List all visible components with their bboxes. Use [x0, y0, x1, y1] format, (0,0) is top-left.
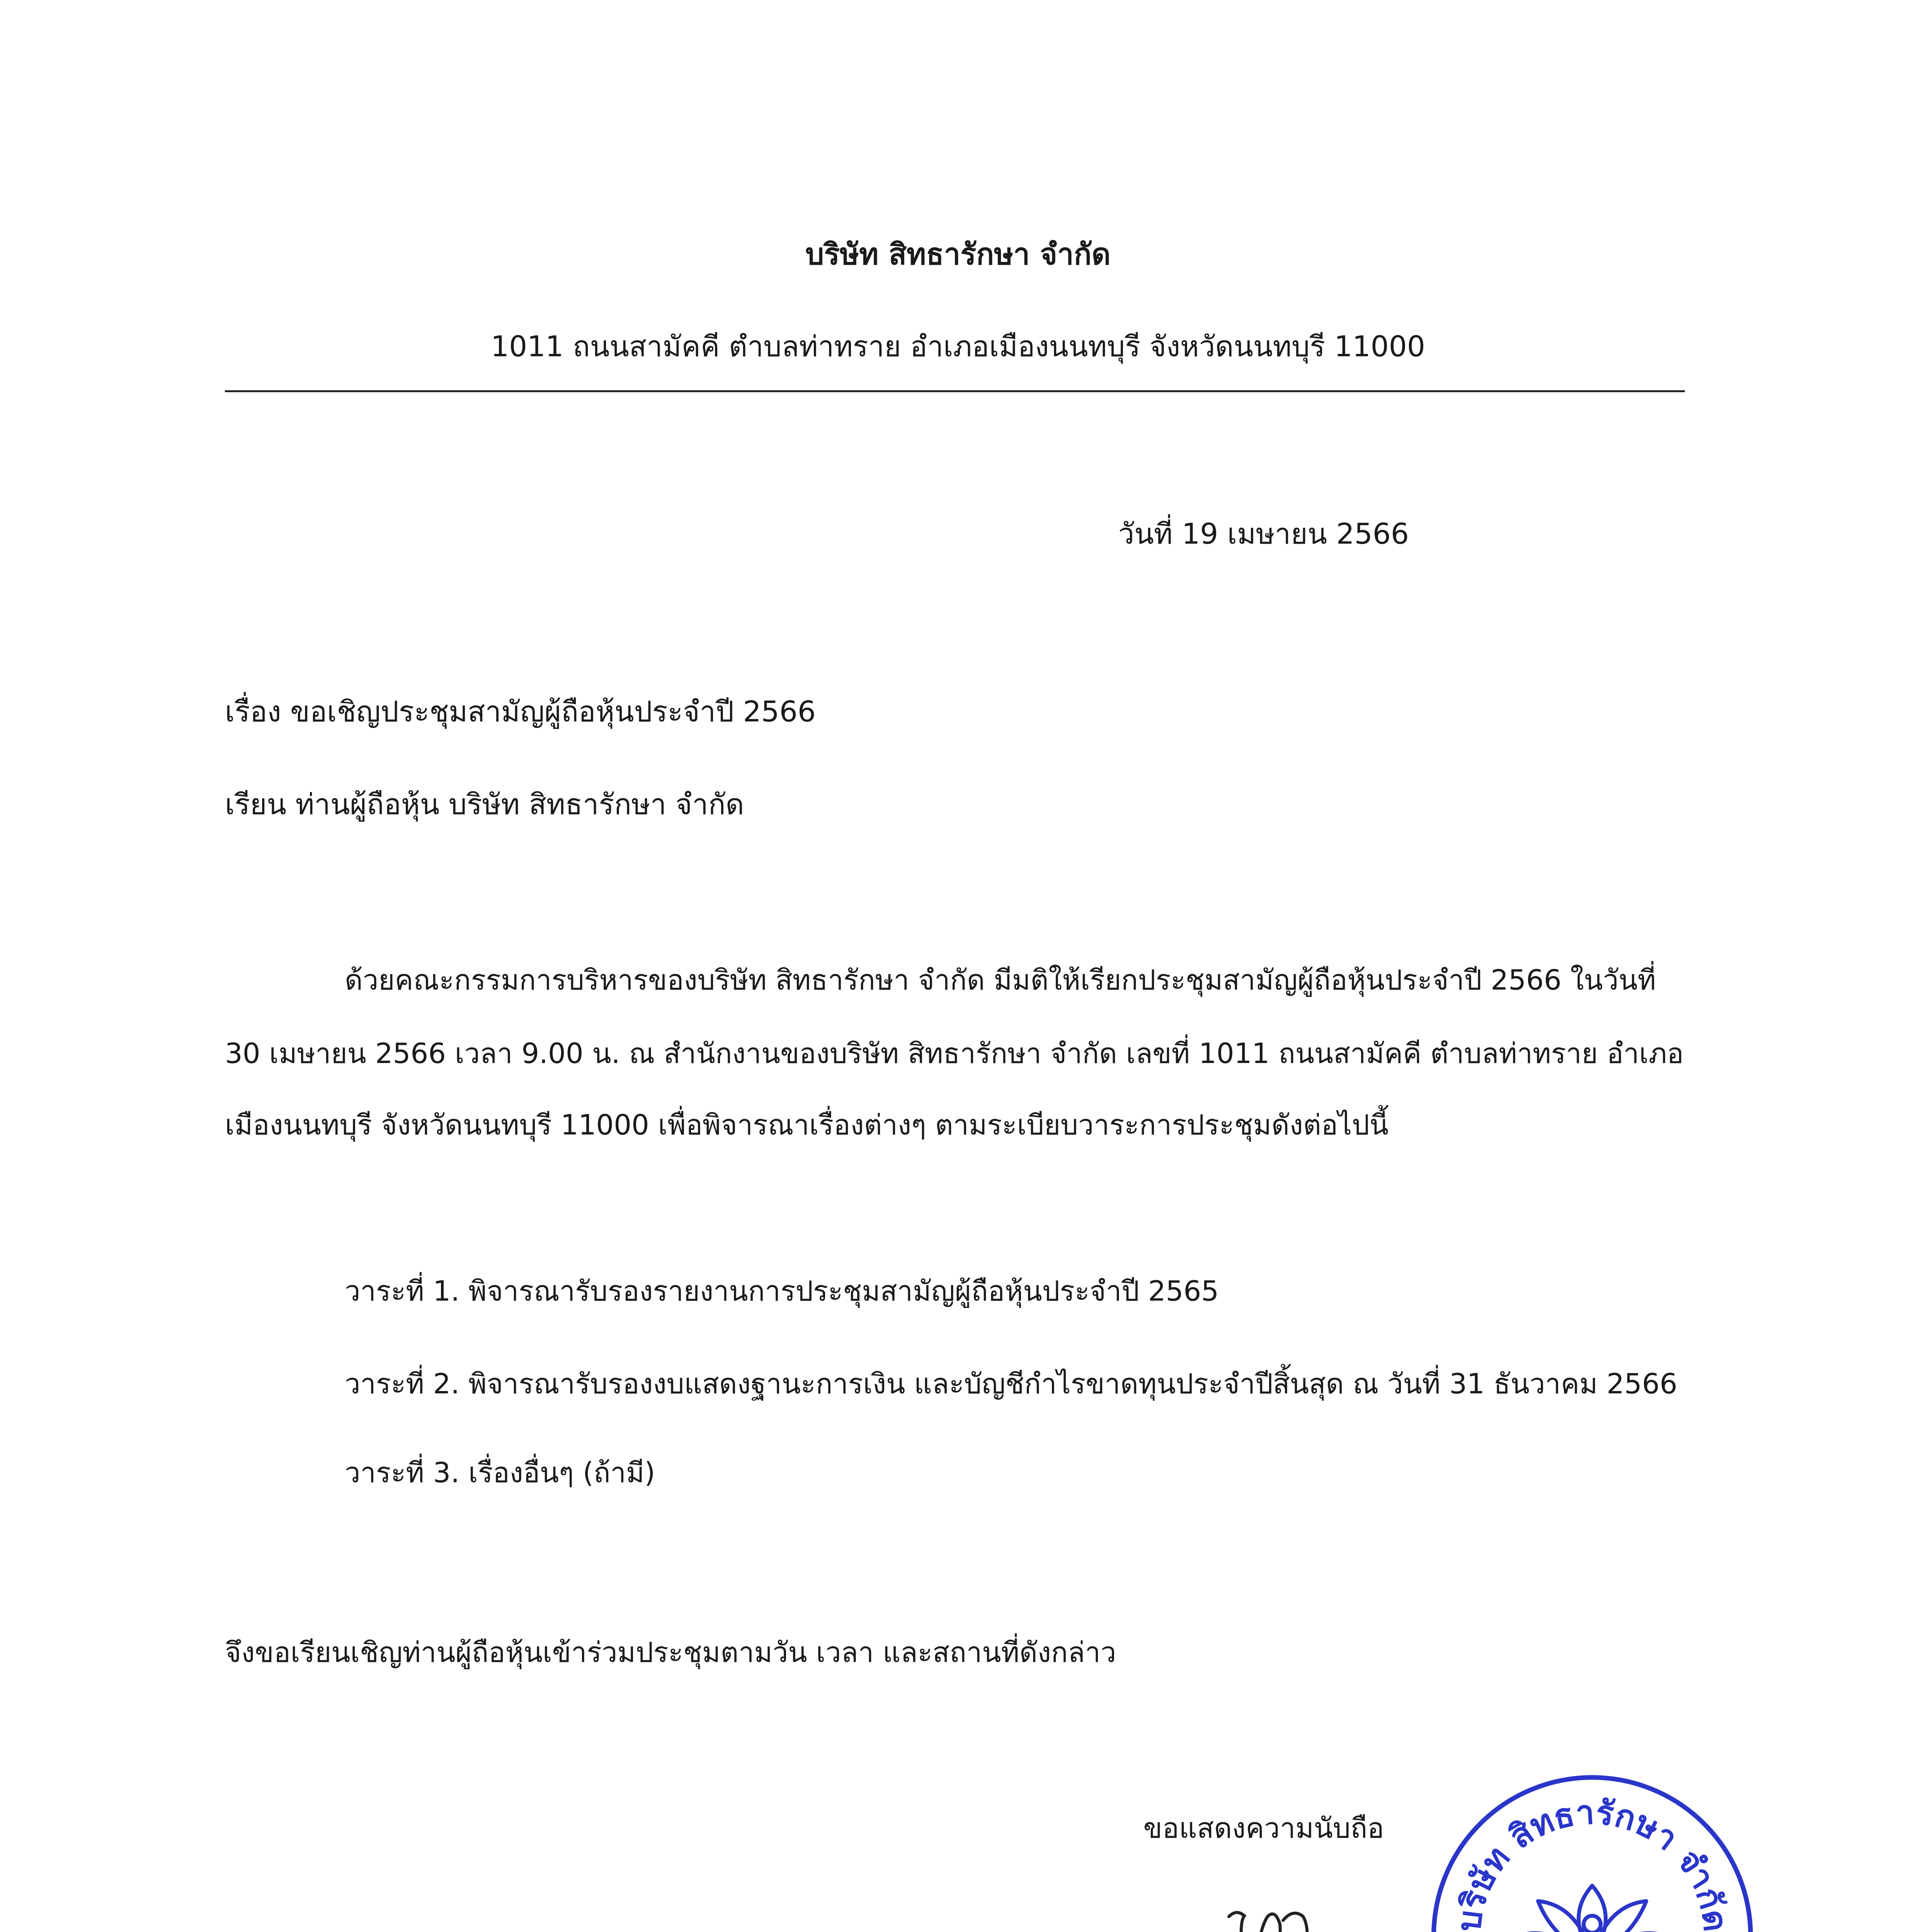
lotus-icon: [1519, 1886, 1666, 1932]
closing-phrase: ขอแสดงความนับถือ: [1143, 1812, 1384, 1844]
handwritten-signature: [1213, 1893, 1329, 1932]
agenda-item: วาระที่ 3. เรื่องอื่นๆ (ถ้ามี): [345, 1456, 655, 1489]
body-line: ด้วยคณะกรรมการบริหารของบริษัท สิทธารักษา จำกัด มีมติให้เรียกประชุมสามัญผู้ถือหุ้นประจำปี 2566 ในวันที่: [345, 964, 1656, 996]
letter-salutation: เรียน ท่านผู้ถือหุ้น บริษัท สิทธารักษา จำกัด: [225, 788, 744, 821]
seal-thai-text: บริษัท สิทธารักษา จำกัด: [1449, 1793, 1735, 1932]
company-address: 1011 ถนนสามัคคี ตำบลท่าทราย อำเภอเมืองนนทบุรี จังหวัดนนทบุรี 11000: [491, 330, 1425, 363]
agenda-item: วาระที่ 1. พิจารณารับรองรายงานการประชุมสามัญผู้ถือหุ้นประจำปี 2565: [345, 1275, 1219, 1307]
body-line: เมืองนนทบุรี จังหวัดนนทบุรี 11000 เพื่อพิจารณาเรื่องต่างๆ ตามระเบียบวาระการประชุมดังต่อไปนี้: [225, 1109, 1389, 1141]
company-name: บริษัท สิทธารักษา จำกัด: [805, 237, 1111, 271]
closing-paragraph: จึงขอเรียนเชิญท่านผู้ถือหุ้นเข้าร่วมประชุมตามวัน เวลา และสถานที่ดังกล่าว: [225, 1636, 1116, 1668]
agenda-item: วาระที่ 2. พิจารณารับรองงบแสดงฐานะการเงิน และบัญชีกำไรขาดทุนประจำปีสิ้นสุด ณ วันที่ 31 ธันวาคม 2566: [345, 1367, 1678, 1400]
company-seal: [1426, 1770, 1758, 1932]
body-line: 30 เมษายน 2566 เวลา 9.00 น. ณ สำนักงานของบริษัท สิทธารักษา จำกัด เลขที่ 1011 ถนนสามัคคี ตำบลท่าทราย อำเภอ: [225, 1037, 1684, 1070]
letter-subject: เรื่อง ขอเชิญประชุมสามัญผู้ถือหุ้นประจำปี 2566: [225, 695, 816, 728]
header-divider: [225, 390, 1685, 392]
letter-date: วันที่ 19 เมษายน 2566: [1118, 517, 1409, 551]
